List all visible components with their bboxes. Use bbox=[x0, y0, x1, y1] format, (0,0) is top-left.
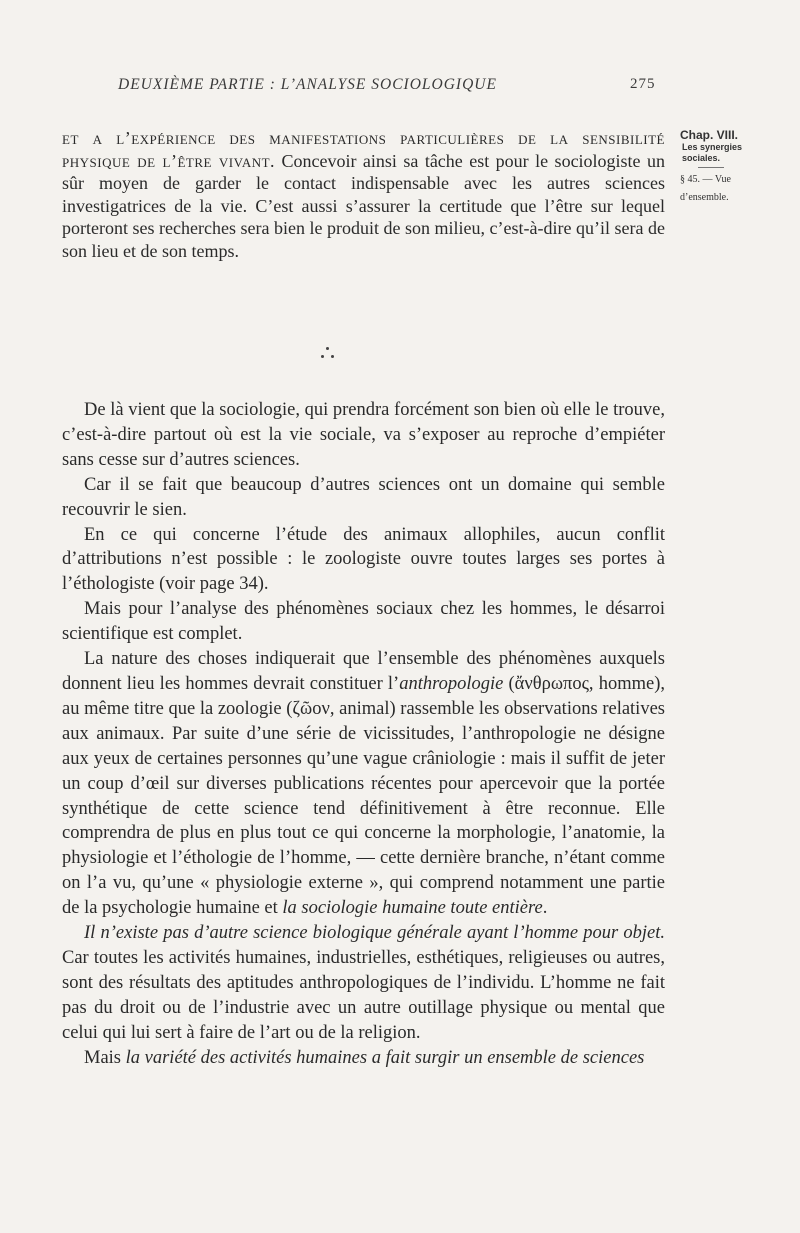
top-paragraph-rest: Concevoir ainsi sa tâche est pour le sociologiste un sûr moyen de garder le contact indispensable avec les autres sciences investigatrices de la vie. C’est aussi s’assurer la certitude que l’être sur lequel porteront ses recherches sera bien le produit de son milieu, c’est-à-dire qu’il sera de son lieu et de son temps. bbox=[62, 150, 665, 261]
running-title: DEUXIÈME PARTIE : L’ANALYSE SOCIOLOGIQUE bbox=[118, 76, 497, 93]
section-ornament bbox=[313, 345, 343, 367]
paragraph-2: Car il se fait que beaucoup d’autres sciences ont un domaine qui semble recouvrir le sien. bbox=[62, 474, 665, 520]
margin-subtitle-1: Les synergies bbox=[682, 142, 743, 152]
p5-text-a: La nature des choses indiquerait que l’ensemble des phénomènes auxquels donnent lieu les hommes devrait constituer l’ bbox=[62, 649, 665, 694]
paragraph-7 bbox=[62, 1046, 665, 1071]
page-number: 275 bbox=[630, 76, 656, 92]
running-header bbox=[118, 76, 656, 94]
p5-text-b: (ἄνθρωπος, homme), au même titre que la zoologie (ζῶον, animal) rassemble les observations relatives aux animaux. Par suite d’une série de vicissitudes, l’anthropologie ne désigne aux yeux de certaines personnes qu’une vague crâniologie : mais il suffit de jeter un coup d’œil sur diverses publications récentes pour apercevoir que la portée synthétique de cette science tend définitivement à être reconnue. Elle comprendra de plus en plus tout ce qui concerne la morphologie, l’anatomie, la physiologie et l’éthologie de l’homme, — cette dernière branche, n’étant comme on l’a vu, qu’une « physiologie externe », qui comprend notamment une partie de la psychologie humaine et bbox=[62, 673, 665, 919]
paragraph-4: Mais pour l’analyse des phénomènes sociaux chez les hommes, le désarroi scientifique est complet. bbox=[62, 599, 665, 645]
p5-text-c: . bbox=[542, 898, 548, 919]
margin-subtitle-2: sociales. bbox=[682, 153, 721, 163]
margin-notes bbox=[680, 128, 790, 204]
ornament-dot bbox=[331, 355, 334, 358]
smallcaps-lead: et a l’expérience des manifestations particulières de la sensibilité physique de l’être vivant. bbox=[62, 128, 665, 171]
top-paragraph bbox=[62, 127, 665, 262]
body-text bbox=[62, 398, 665, 1070]
paragraph-3: En ce qui concerne l’étude des animaux allophiles, aucun conflit d’attributions n’est possible : le zoologiste ouvre toutes larges ses portes à l’éthologiste (voir page 34). bbox=[62, 524, 665, 595]
p5-italic-2: la sociologie humaine toute entière bbox=[282, 898, 543, 919]
ornament-dot bbox=[321, 355, 324, 358]
paragraph-5 bbox=[62, 647, 665, 921]
ornament-dot bbox=[326, 347, 329, 350]
paragraph-6 bbox=[62, 921, 665, 1046]
margin-section-1: § 45. — Vue bbox=[680, 174, 731, 185]
paragraph-1: De là vient que la sociologie, qui prendra forcément son bien où elle le trouve, c’est-à-dire partout où est la vie sociale, va s’exposer au reproche d’empiéter sans cesse sur d’autres sciences. bbox=[62, 400, 665, 470]
p7-italic: la variété des activités humaines a fait surgir un ensemble de sciences bbox=[125, 1047, 645, 1068]
p6-rest: Car toutes les activités humaines, industrielles, esthétiques, religieuses ou autres, sont des résultats des aptitudes anthropologiques de l’individu. L’homme ne fait pas du droit ou de l’industrie avec un autre outillage physique ou mental que celui qui lui sert à faire de l’art ou de la religion. bbox=[62, 947, 665, 1043]
p6-italic: Il n’existe pas d’autre science biologique générale ayant l’homme pour objet. bbox=[84, 923, 665, 944]
margin-rule bbox=[698, 167, 724, 168]
p5-italic-1: anthropologie bbox=[399, 673, 504, 694]
margin-section-2: d’ensemble. bbox=[680, 192, 729, 203]
margin-chapter: Chap. VIII. bbox=[680, 128, 739, 142]
p7-text: Mais bbox=[84, 1047, 126, 1068]
